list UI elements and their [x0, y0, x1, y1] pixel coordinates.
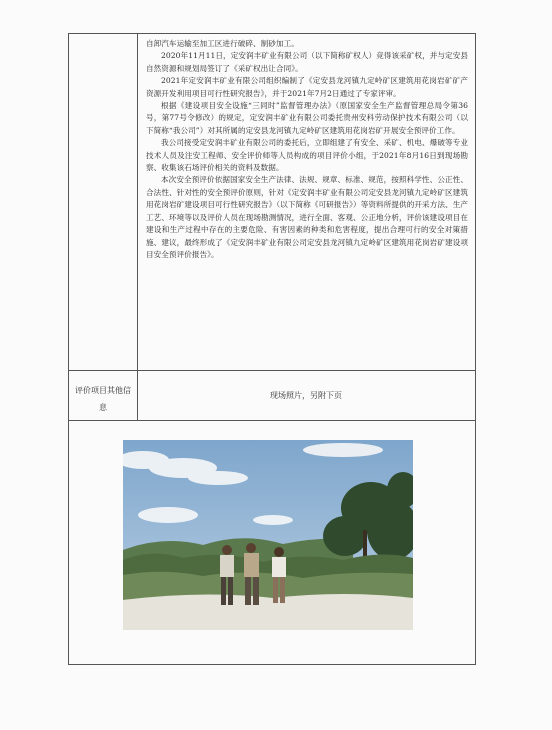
site-photo [123, 440, 413, 630]
paragraph: 根据《建设项目安全设施“三同时”监督管理办法》（原国家安全生产监督管理总局令第36号，第77号令修改）的规定，定安润丰矿业有限公司委托贵州安科劳动保护技术有限公司（以下简称“我公司”）对其所属的定安县龙河镇九定岭矿区建筑用花岗岩矿开展安全预评价工作。 [146, 101, 468, 135]
column-divider [137, 34, 138, 420]
other-info-value: 现场照片，另附下页 [270, 390, 342, 400]
description-text [146, 38, 468, 261]
paragraph: 我公司接受定安润丰矿业有限公司的委托后，立即组建了有安全、采矿、机电、爆破等专业技术人员及注安工程师、安全评价师等人员构成的项目评价小组，于2021年8月16日到现场勘察、收集该石场评价相关的资料及数据。 [146, 138, 468, 173]
paragraph: 本次安全预评价依据国家安全生产法律、法规、规章、标准、规范，按照科学性、公正性、合法性、针对性的安全预评价原则，针对《定安润丰矿业有限公司定安县龙河镇九定岭矿区建筑用花岗岩矿建设项目可行性研究报告》（以下简称《可研报告》）等资料所提供的开采方法、生产工艺、环境等以及评价人员在现场勘测情况，进行全面、客观、公正地分析，评价该建设项目在建设和生产过程中存在的主要危险、有害因素的种类和危害程度，提出合理可行的安全对策措施、建议，最终形成了《定安润丰矿业有限公司定安县龙河镇九定岭矿区建筑用花岗岩矿建设项目安全预评价报告》。 [146, 175, 468, 259]
paragraph: 2021年定安润丰矿业有限公司组织编制了《定安县龙河镇九定岭矿区建筑用花岗岩矿矿产资源开发利用项目可行性研究报告》，并于2021年7月2日通过了专家评审。 [146, 76, 468, 98]
other-info-row [69, 370, 475, 421]
paragraph: 2020年11月11日，定安润丰矿业有限公司（以下简称矿权人）竞得该采矿权，并与定安县自然资源和规划局签订了《采矿权出让合同》。 [146, 51, 468, 73]
site-photo-icon [123, 440, 413, 630]
paragraph: 自卸汽车运输至加工区进行破碎、制砂加工。 [146, 39, 299, 48]
form-table [68, 33, 476, 665]
other-info-label: 评价项目其他信息 [75, 386, 131, 412]
description-row [69, 34, 475, 371]
